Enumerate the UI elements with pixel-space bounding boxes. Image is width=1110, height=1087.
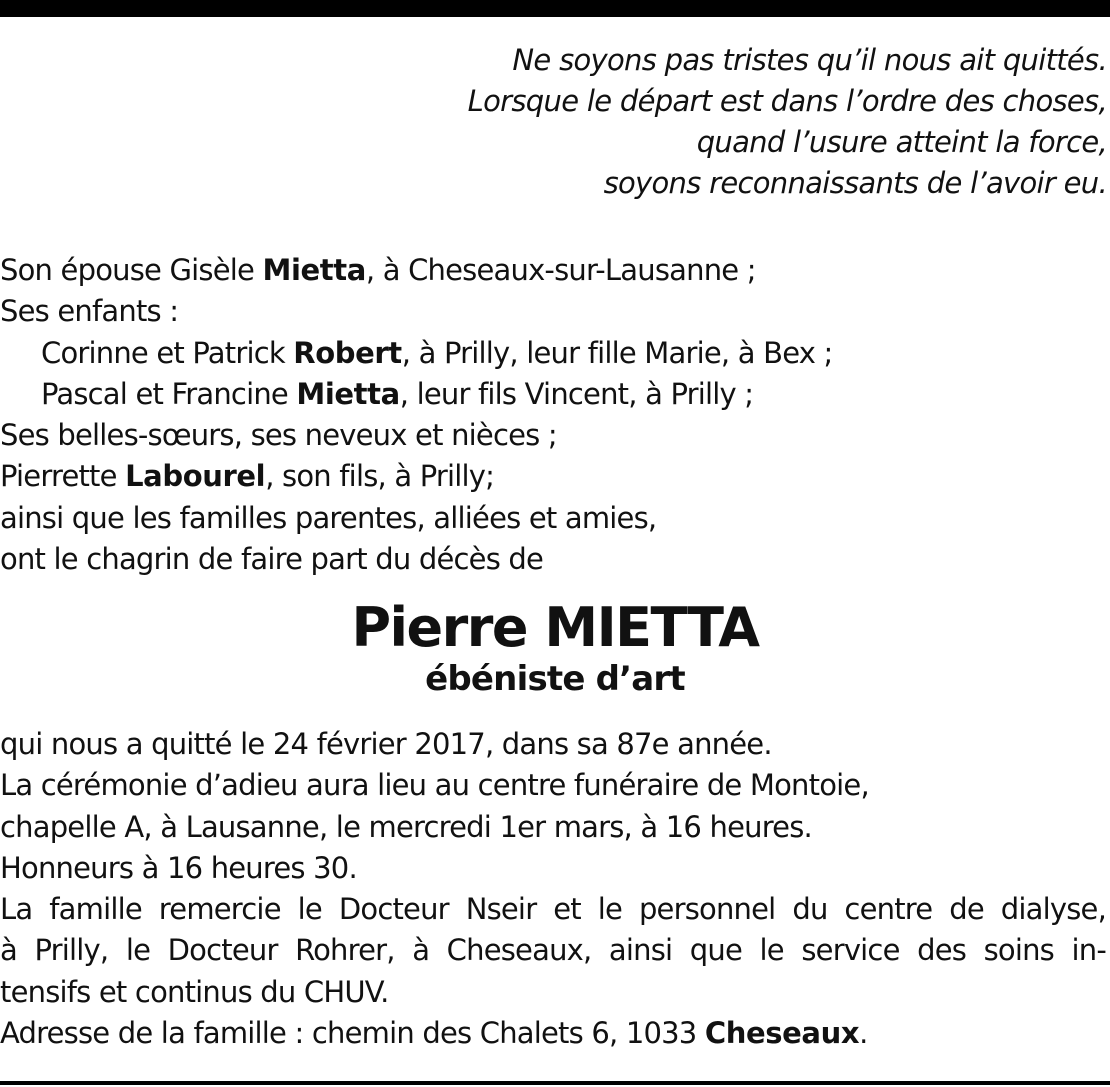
bottom-border-rule: [0, 1081, 1110, 1085]
child-names: Pascal et Francine: [41, 376, 297, 411]
child-details: , à Prilly, leur fille Marie, à Bex ;: [401, 335, 833, 370]
child-surname: Robert: [293, 335, 402, 370]
family-address-line: [0, 1013, 1106, 1054]
friend-line: [0, 456, 833, 497]
thanks-line: tensifs et continus du CHUV.: [0, 974, 389, 1009]
friend-surname: Labourel: [125, 459, 266, 494]
service-details: [0, 724, 1106, 1054]
deceased-profession: ébéniste d’art: [425, 659, 685, 699]
thanks-line: à Prilly, le Docteur Rohrer, à Cheseaux, ainsi que le service des soins in-: [0, 933, 1106, 968]
child-names: Corinne et Patrick: [41, 335, 294, 370]
friend-details: , son fils, à Prilly;: [265, 459, 495, 494]
child-surname: Mietta: [296, 376, 400, 411]
spouse-text: Son épouse Gisèle: [0, 253, 263, 287]
deceased-name: Pierre MIETTA: [351, 596, 759, 659]
relatives-line: ainsi que les familles parentes, alliées et amies,: [0, 500, 657, 535]
spouse-line: [0, 250, 833, 291]
top-border-rule: [0, 0, 1110, 17]
address-end: .: [859, 1016, 868, 1051]
deceased-block: [0, 596, 1110, 698]
address-text: Adresse de la famille : chemin des Chalets 6, 1033: [0, 1016, 705, 1051]
announcement-line: ont le chagrin de faire part du décès de: [0, 542, 544, 577]
friend-name: Pierrette: [0, 459, 126, 494]
epigraph-poem: [468, 40, 1107, 204]
spouse-location: , à Cheseaux-sur-Lausanne ;: [365, 253, 756, 287]
death-date-line: qui nous a quitté le 24 février 2017, dans sa 87e année.: [0, 727, 772, 761]
poem-line: soyons reconnaissants de l’avoir eu.: [603, 166, 1107, 200]
poem-line: Lorsque le départ est dans l’ordre des choses,: [467, 84, 1107, 118]
child-line: [0, 374, 833, 415]
poem-line: Ne soyons pas tristes qu’il nous ait quittés.: [512, 43, 1107, 77]
ceremony-line: chapelle A, à Lausanne, le mercredi 1er mars, à 16 heures.: [0, 809, 812, 844]
in-laws-line: Ses belles-sœurs, ses neveux et nièces ;: [0, 418, 557, 453]
family-mourners-list: [0, 250, 833, 580]
child-details: , leur fils Vincent, à Prilly ;: [399, 376, 754, 411]
poem-line: quand l’usure atteint la force,: [696, 125, 1107, 159]
spouse-surname: Mietta: [262, 253, 366, 287]
address-town: Cheseaux: [704, 1016, 860, 1051]
honours-line: Honneurs à 16 heures 30.: [0, 850, 357, 885]
child-line: [0, 333, 833, 374]
ceremony-line: La cérémonie d’adieu aura lieu au centre funéraire de Montoie,: [0, 768, 869, 803]
thanks-line: La famille remercie le Docteur Nseir et le personnel du centre de dialyse,: [0, 892, 1106, 927]
children-heading: Ses enfants :: [0, 294, 179, 329]
